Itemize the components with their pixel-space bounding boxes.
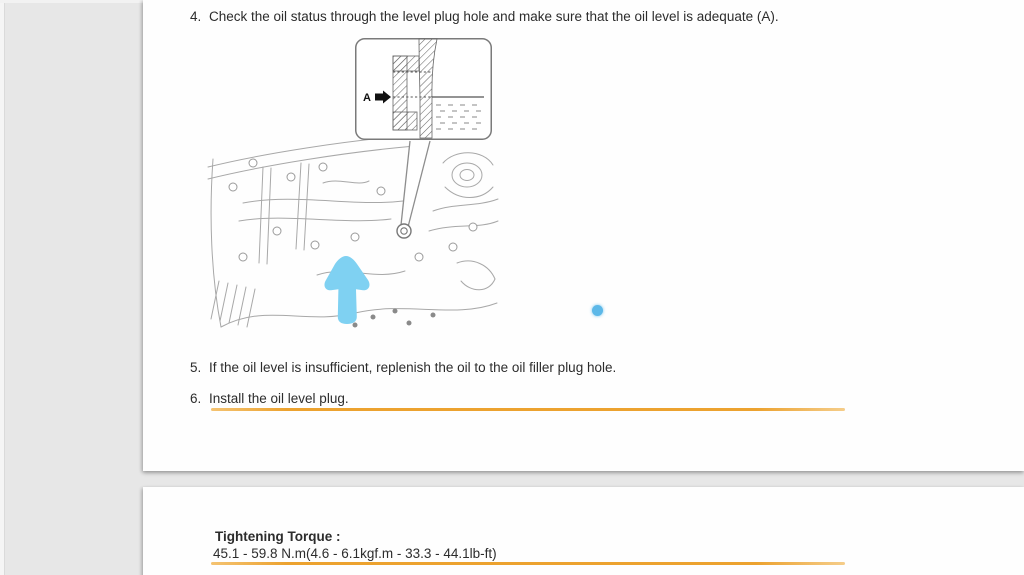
step-text: Check the oil status through the level plug hole and make sure that the oil level is adequate (A). bbox=[209, 9, 779, 24]
section-divider bbox=[211, 408, 845, 411]
torque-value: 45.1 - 59.8 N.m(4.6 - 6.1kgf.m - 33.3 - 44.1lb-ft) bbox=[213, 546, 497, 561]
step-number: 5. bbox=[190, 360, 202, 375]
level-plug bbox=[397, 224, 411, 238]
oil-level-callout-box bbox=[356, 39, 492, 140]
callout-a-label: A bbox=[363, 92, 371, 104]
torque-title: Tightening Torque : bbox=[215, 529, 341, 544]
highlight-up-arrow bbox=[324, 256, 369, 324]
section-divider bbox=[211, 562, 845, 565]
window-top-edge bbox=[0, 0, 143, 3]
window-left-edge bbox=[0, 0, 5, 575]
instruction-step-4 bbox=[190, 9, 970, 25]
instruction-step-6 bbox=[190, 391, 970, 407]
step-text: Install the oil level plug. bbox=[209, 391, 349, 406]
step-text: If the oil level is insufficient, replenish the oil to the oil filler plug hole. bbox=[209, 360, 617, 375]
click-indicator-dot bbox=[592, 305, 603, 316]
step-number: 6. bbox=[190, 391, 202, 406]
instruction-step-5 bbox=[190, 360, 970, 376]
document-page-2 bbox=[143, 487, 1024, 575]
callout-leader bbox=[401, 141, 430, 227]
bolt-heads bbox=[229, 159, 477, 261]
document-page-1 bbox=[143, 0, 1024, 471]
oil-level-plug-figure bbox=[205, 35, 500, 350]
step-number: 4. bbox=[190, 9, 202, 24]
